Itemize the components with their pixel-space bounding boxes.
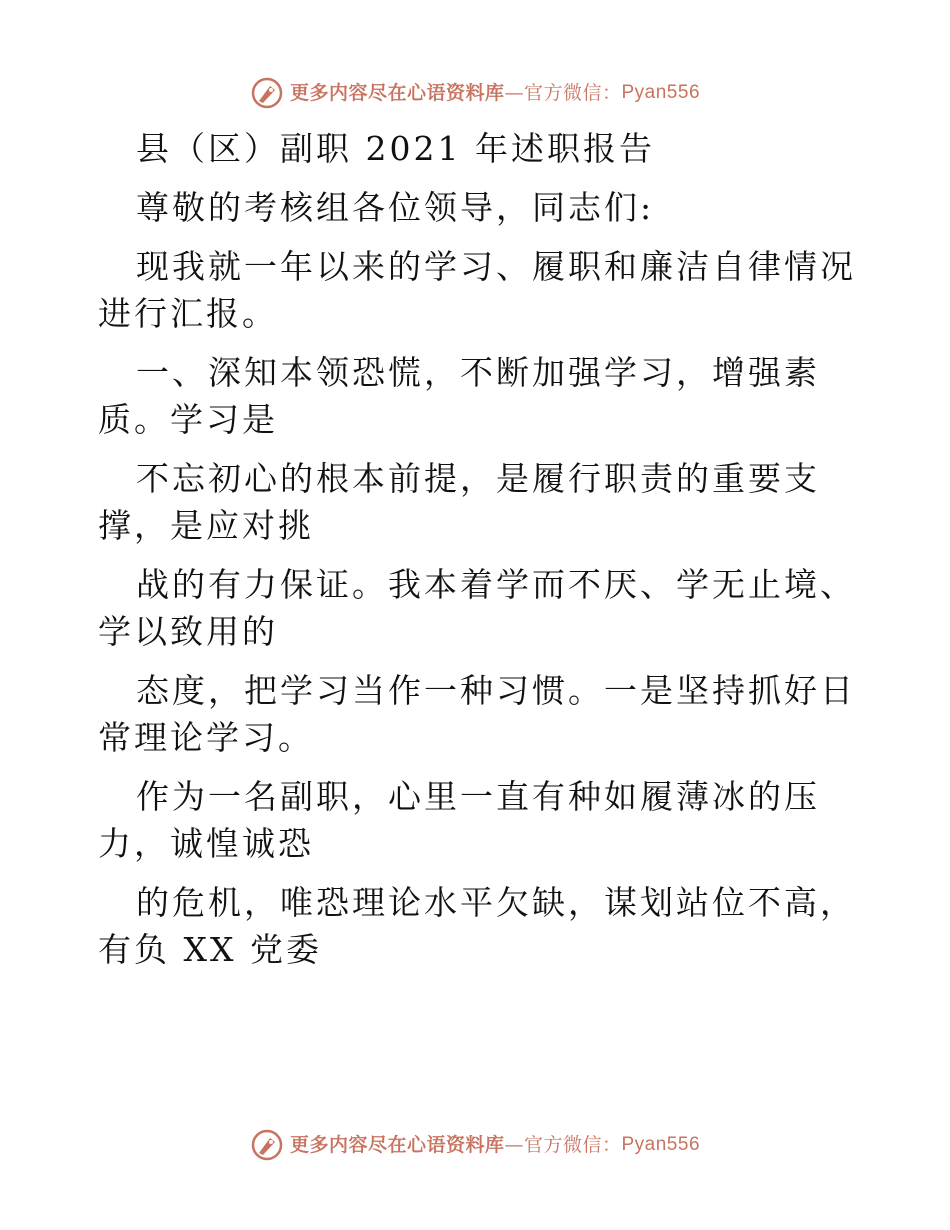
banner-dash: — [504, 82, 524, 104]
document-title: 县（区）副职 2021 年述职报告 [136, 129, 655, 168]
footer-banner [0, 1128, 950, 1162]
banner-main-text: 更多内容尽在心语资料库 [289, 82, 505, 104]
banner-wechat-id: Pyan556 [621, 1134, 701, 1155]
pen-nib-logo-icon [250, 76, 284, 110]
paragraph: 的危机，唯恐理论水平欠缺，谋划站位不高，有负 XX 党委 [98, 883, 856, 969]
banner-dash: — [504, 1134, 524, 1156]
salutation: 尊敬的考核组各位领导，同志们: [136, 188, 655, 227]
paragraph: 作为一名副职，心里一直有种如履薄冰的压力，诚惶诚恐 [98, 777, 820, 863]
paragraph: 战的有力保证。我本着学而不厌、学无止境、学以致用的 [98, 565, 856, 651]
banner-wechat-id: Pyan556 [621, 82, 701, 103]
pen-nib-logo-icon [250, 1128, 284, 1162]
banner-sub-text: 官方微信： [523, 1134, 622, 1156]
paragraph: 一、深知本领恐慌，不断加强学习，增强素质。学习是 [98, 353, 820, 439]
paragraph: 现我就一年以来的学习、履职和廉洁自律情况进行汇报。 [98, 247, 856, 333]
paragraph: 态度，把学习当作一种习惯。一是坚持抓好日常理论学习。 [98, 671, 856, 757]
document-body [98, 125, 858, 985]
header-banner [0, 76, 950, 110]
banner-main-text: 更多内容尽在心语资料库 [289, 1134, 505, 1156]
banner-sub-text: 官方微信： [523, 82, 622, 104]
paragraph: 不忘初心的根本前提，是履行职责的重要支撑，是应对挑 [98, 459, 820, 545]
